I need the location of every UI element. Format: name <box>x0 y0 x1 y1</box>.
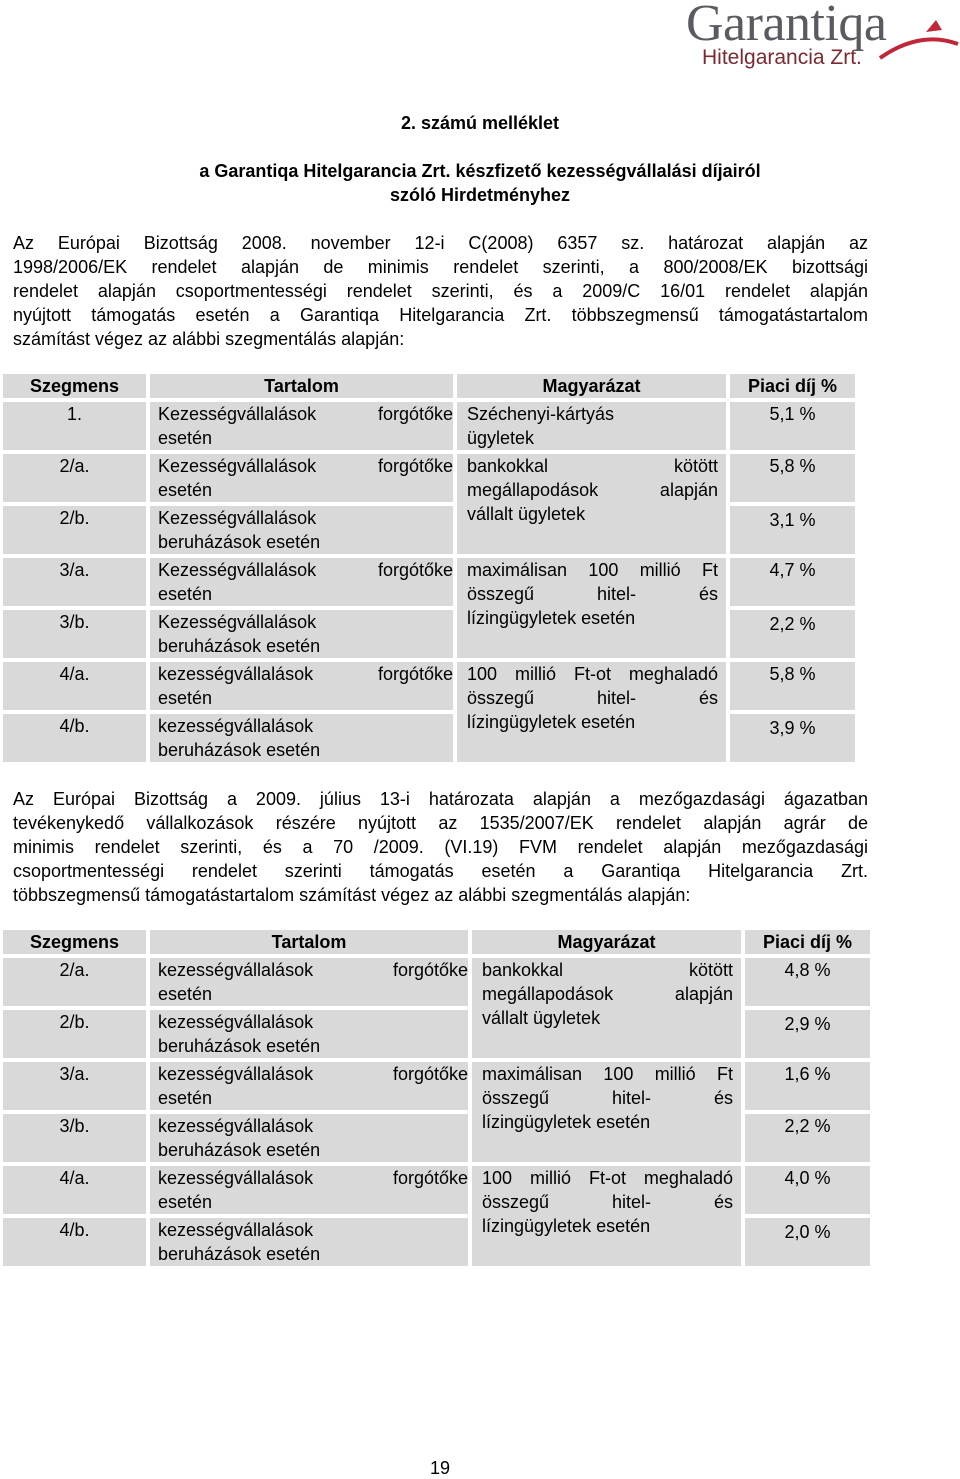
table2-segment: 3/a. <box>3 1062 146 1110</box>
table1-content <box>150 610 453 658</box>
table2-header-fee: Piaci díj % <box>745 930 870 954</box>
table1-fee: 3,9 % <box>730 714 855 762</box>
table1-fee: 3,1 % <box>730 506 855 554</box>
content-line: kezességvállalások <box>158 1012 314 1032</box>
content-line: Kezességvállalások <box>158 508 317 528</box>
explanation-line: 100 millió Ft-ot meghaladó <box>482 1168 733 1188</box>
intro2-line: többszegmensű támogatástartalom számítást végez az alábbi szegmentálás alapján: <box>13 885 691 905</box>
table2-segment: 3/b. <box>3 1114 146 1162</box>
content-line: Kezességvállalások <box>158 612 317 632</box>
explanation-line: vállalt ügyletek <box>482 1008 601 1028</box>
table1-content <box>150 558 453 606</box>
explanation-line: lízingügyletek esetén <box>482 1216 651 1236</box>
explanation-line: megállapodások alapján <box>482 984 733 1004</box>
explanation-line: 100 millió Ft-ot meghaladó <box>467 664 718 684</box>
content-line: kezességvállalások forgótőke <box>158 664 453 684</box>
content-line: Kezességvállalások forgótőke <box>158 456 453 476</box>
table2-content <box>150 1010 468 1058</box>
explanation-line: Széchenyi-kártyás <box>467 404 615 424</box>
table1-content <box>150 402 453 450</box>
table2-fee: 1,6 % <box>745 1062 870 1110</box>
explanation-line: összegű hitel- és <box>482 1088 733 1108</box>
table2-segment: 2/a. <box>3 958 146 1006</box>
explanation-line: lízingügyletek esetén <box>467 712 636 732</box>
table1-fee: 4,7 % <box>730 558 855 606</box>
content-line: esetén <box>158 584 213 604</box>
explanation-line: maximálisan 100 millió Ft <box>482 1064 733 1084</box>
table1-content <box>150 454 453 502</box>
table2-explanation <box>472 1166 741 1266</box>
content-line: beruházások esetén <box>158 740 321 760</box>
explanation-line: lízingügyletek esetén <box>467 608 636 628</box>
table2-content <box>150 1218 468 1266</box>
intro1-line: 1998/2006/EK rendelet alapján de minimis rendelet szerinti, a 800/2008/EK bizottsági <box>13 257 868 277</box>
table1-segment: 4/a. <box>3 662 146 710</box>
content-line: kezességvállalások <box>158 716 314 736</box>
intro1-line: Az Európai Bizottság 2008. november 12-i C(2008) 6357 sz. határozat alapján az <box>13 233 868 253</box>
table1-fee: 5,1 % <box>730 402 855 450</box>
table1-fee: 5,8 % <box>730 662 855 710</box>
content-line: kezességvállalások forgótőke <box>158 1168 468 1188</box>
content-line: kezességvállalások forgótőke <box>158 1064 468 1084</box>
table1-header-content: Tartalom <box>150 374 453 398</box>
table1-segment: 2/a. <box>3 454 146 502</box>
table1-content <box>150 662 453 710</box>
explanation-line: bankokkal kötött <box>467 456 718 476</box>
explanation-line: összegű hitel- és <box>467 584 718 604</box>
table1-segment: 3/b. <box>3 610 146 658</box>
content-line: esetén <box>158 688 213 708</box>
table1-fee: 2,2 % <box>730 610 855 658</box>
table2-fee: 2,0 % <box>745 1218 870 1266</box>
intro1-line: számítást végez az alábbi szegmentálás alapján: <box>13 329 405 349</box>
table1-segment: 1. <box>3 402 146 450</box>
content-line: Kezességvállalások forgótőke <box>158 404 453 424</box>
table1-fee: 5,8 % <box>730 454 855 502</box>
content-line: esetén <box>158 428 213 448</box>
explanation-line: vállalt ügyletek <box>467 504 586 524</box>
table2-header-segment: Szegmens <box>3 930 146 954</box>
page-number: 19 <box>429 1458 451 1478</box>
explanation-line: lízingügyletek esetén <box>482 1112 651 1132</box>
table2-segment: 4/b. <box>3 1218 146 1266</box>
intro-paragraph-2 <box>13 787 868 907</box>
intro2-line: tevékenykedő vállalkozások részére nyújtott az 1535/2007/EK rendelet alapján agrár de <box>13 813 868 833</box>
table2-explanation <box>472 1062 741 1162</box>
table1-explanation <box>457 454 726 554</box>
content-line: esetén <box>158 1088 213 1108</box>
table1-segment: 3/a. <box>3 558 146 606</box>
content-line: Kezességvállalások forgótőke <box>158 560 453 580</box>
table1-explanation <box>457 662 726 762</box>
table2-fee: 2,9 % <box>745 1010 870 1058</box>
content-line: esetén <box>158 984 213 1004</box>
intro1-line: nyújtott támogatás esetén a Garantiqa Hitelgarancia Zrt. többszegmensű támogatástartalom <box>13 305 868 325</box>
intro2-line: csoportmentességi rendelet szerinti támogatás esetén a Garantiqa Hitelgarancia Zrt. <box>13 861 868 881</box>
table1-header-explanation: Magyarázat <box>457 374 726 398</box>
content-line: esetén <box>158 480 213 500</box>
table1-segment: 4/b. <box>3 714 146 762</box>
intro2-line: Az Európai Bizottság a 2009. július 13-i határozata alapján a mezőgazdasági ágazatban <box>13 789 868 809</box>
content-line: beruházások esetén <box>158 1244 321 1264</box>
intro2-line: minimis rendelet szerinti, és a 70 /2009. (VI.19) FVM rendelet alapján mezőgazdasági <box>13 837 868 857</box>
table2-header-content: Tartalom <box>150 930 468 954</box>
table2-header-explanation: Magyarázat <box>472 930 741 954</box>
table2-fee: 4,8 % <box>745 958 870 1006</box>
document-subtitle-line1: a Garantiqa Hitelgarancia Zrt. készfizető kezességvállalási díjairól <box>199 161 761 181</box>
content-line: kezességvállalások <box>158 1116 314 1136</box>
content-line: beruházások esetén <box>158 1036 321 1056</box>
explanation-line: megállapodások alapján <box>467 480 718 500</box>
table2-segment: 2/b. <box>3 1010 146 1058</box>
explanation-line: bankokkal kötött <box>482 960 733 980</box>
content-line: beruházások esetén <box>158 636 321 656</box>
content-line: beruházások esetén <box>158 532 321 552</box>
table1-header-segment: Szegmens <box>3 374 146 398</box>
document-subtitle-line2: szóló Hirdetményhez <box>389 185 571 205</box>
table2-fee: 4,0 % <box>745 1166 870 1214</box>
intro1-line: rendelet alapján csoportmentességi rendelet szerinti, és a 2009/C 16/01 rendelet alapján <box>13 281 868 301</box>
explanation-line: összegű hitel- és <box>467 688 718 708</box>
garantiqa-logo <box>680 0 960 80</box>
intro-paragraph-1 <box>13 231 868 351</box>
table1-segment: 2/b. <box>3 506 146 554</box>
content-line: esetén <box>158 1192 213 1212</box>
table2-segment: 4/a. <box>3 1166 146 1214</box>
table1-explanation <box>457 558 726 658</box>
explanation-line: maximálisan 100 millió Ft <box>467 560 718 580</box>
explanation-line: összegű hitel- és <box>482 1192 733 1212</box>
logo-subtitle: Hitelgarancia Zrt. <box>702 46 862 69</box>
logo-wordmark: Garantiqa <box>686 0 887 52</box>
table1-content <box>150 714 453 762</box>
table1-header-fee: Piaci díj % <box>730 374 855 398</box>
table2-fee: 2,2 % <box>745 1114 870 1162</box>
content-line: kezességvállalások <box>158 1220 314 1240</box>
table2-explanation <box>472 958 741 1058</box>
table1-explanation <box>457 402 726 450</box>
content-line: kezességvállalások forgótőke <box>158 960 468 980</box>
table1-content <box>150 506 453 554</box>
annex-title: 2. számú melléklet <box>400 113 560 133</box>
content-line: beruházások esetén <box>158 1140 321 1160</box>
table2-content <box>150 1114 468 1162</box>
table2-content <box>150 1166 468 1214</box>
explanation-line: ügyletek <box>467 428 535 448</box>
table2-content <box>150 1062 468 1110</box>
table2-content <box>150 958 468 1006</box>
